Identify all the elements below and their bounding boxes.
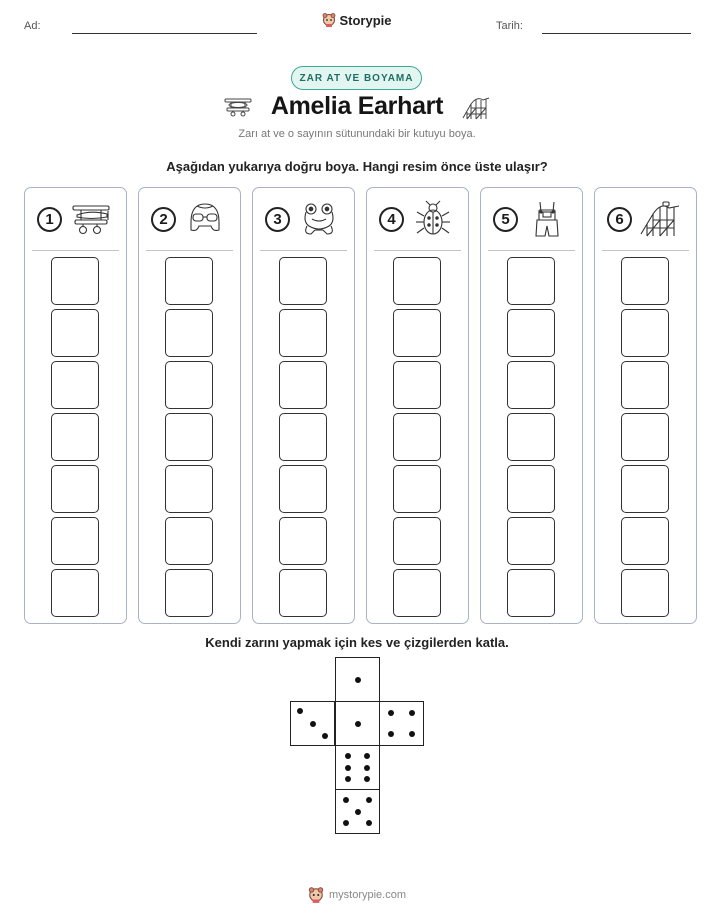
dice-pip bbox=[343, 820, 349, 826]
dice-pip bbox=[345, 776, 351, 782]
color-box[interactable] bbox=[279, 465, 327, 513]
date-label: Tarih: bbox=[496, 20, 523, 32]
color-box[interactable] bbox=[621, 361, 669, 409]
dice-pip bbox=[364, 776, 370, 782]
color-box[interactable] bbox=[165, 413, 213, 461]
box-stack bbox=[165, 257, 213, 617]
color-box[interactable] bbox=[279, 517, 327, 565]
brand-logo bbox=[0, 12, 714, 28]
aviator-helmet-icon bbox=[183, 200, 227, 238]
column-6 bbox=[594, 187, 697, 624]
color-box[interactable] bbox=[165, 257, 213, 305]
column-divider bbox=[32, 250, 119, 251]
dice-face bbox=[379, 701, 424, 746]
color-box[interactable] bbox=[507, 257, 555, 305]
color-box[interactable] bbox=[507, 517, 555, 565]
color-box[interactable] bbox=[621, 257, 669, 305]
dice-pip bbox=[366, 820, 372, 826]
column-number: 6 bbox=[607, 207, 632, 232]
color-box[interactable] bbox=[621, 569, 669, 617]
color-box[interactable] bbox=[393, 569, 441, 617]
brand-name: Storypie bbox=[339, 12, 392, 28]
color-box[interactable] bbox=[51, 413, 99, 461]
dice-pip bbox=[345, 765, 351, 771]
dice-pip bbox=[409, 731, 415, 737]
box-stack bbox=[393, 257, 441, 617]
color-box[interactable] bbox=[51, 465, 99, 513]
column-divider bbox=[488, 250, 575, 251]
color-box[interactable] bbox=[279, 413, 327, 461]
color-box[interactable] bbox=[507, 465, 555, 513]
dice-pip bbox=[409, 710, 415, 716]
color-box[interactable] bbox=[51, 361, 99, 409]
overalls-icon bbox=[525, 200, 569, 238]
frog-icon bbox=[297, 200, 341, 238]
color-box[interactable] bbox=[621, 465, 669, 513]
dice-pip bbox=[345, 753, 351, 759]
box-stack bbox=[507, 257, 555, 617]
dice-instruction: Kendi zarını yapmak için kes ve çizgilerden katla. bbox=[205, 635, 509, 650]
color-box[interactable] bbox=[165, 569, 213, 617]
storypie-mascot-icon bbox=[308, 886, 324, 904]
roller-coaster-icon bbox=[639, 200, 683, 238]
date-write-line bbox=[542, 33, 691, 34]
page-subtitle: Zarı at ve o sayının sütunundaki bir kutuyu boya. bbox=[238, 128, 476, 140]
dice-face bbox=[335, 745, 380, 790]
color-box[interactable] bbox=[279, 361, 327, 409]
column-2 bbox=[138, 187, 241, 624]
color-box[interactable] bbox=[51, 569, 99, 617]
columns-grid bbox=[24, 187, 697, 624]
dice-face bbox=[335, 657, 380, 702]
column-divider bbox=[602, 250, 689, 251]
color-box[interactable] bbox=[165, 309, 213, 357]
storypie-mascot-icon bbox=[322, 12, 336, 28]
column-number: 1 bbox=[37, 207, 62, 232]
dice-face bbox=[335, 789, 380, 834]
dice-pip bbox=[388, 710, 394, 716]
dice-pip bbox=[310, 721, 316, 727]
color-box[interactable] bbox=[507, 569, 555, 617]
column-5 bbox=[480, 187, 583, 624]
color-box[interactable] bbox=[507, 413, 555, 461]
dice-pip bbox=[343, 797, 349, 803]
box-stack bbox=[621, 257, 669, 617]
dice-pip bbox=[366, 797, 372, 803]
column-divider bbox=[374, 250, 461, 251]
column-number: 5 bbox=[493, 207, 518, 232]
column-divider bbox=[146, 250, 233, 251]
biplane-icon bbox=[69, 200, 113, 238]
box-stack bbox=[51, 257, 99, 617]
color-box[interactable] bbox=[393, 257, 441, 305]
color-box[interactable] bbox=[393, 413, 441, 461]
dice-pip bbox=[322, 733, 328, 739]
color-box[interactable] bbox=[279, 257, 327, 305]
coloring-instruction: Aşağıdan yukarıya doğru boya. Hangi resim önce üste ulaşır? bbox=[166, 159, 548, 174]
column-number: 4 bbox=[379, 207, 404, 232]
color-box[interactable] bbox=[51, 309, 99, 357]
page-title: Amelia Earhart bbox=[270, 92, 444, 120]
color-box[interactable] bbox=[621, 309, 669, 357]
column-4 bbox=[366, 187, 469, 624]
column-number: 3 bbox=[265, 207, 290, 232]
dice-pip bbox=[355, 809, 361, 815]
color-box[interactable] bbox=[621, 517, 669, 565]
color-box[interactable] bbox=[165, 465, 213, 513]
dice-pip bbox=[355, 677, 361, 683]
name-write-line bbox=[72, 33, 257, 34]
dice-face bbox=[290, 701, 335, 746]
dice-pip bbox=[355, 721, 361, 727]
name-label: Ad: bbox=[24, 20, 41, 32]
dice-face bbox=[335, 701, 380, 746]
dice-pip bbox=[388, 731, 394, 737]
color-box[interactable] bbox=[507, 309, 555, 357]
color-box[interactable] bbox=[393, 517, 441, 565]
roller-coaster-icon bbox=[461, 94, 491, 120]
color-box[interactable] bbox=[165, 517, 213, 565]
color-box[interactable] bbox=[51, 517, 99, 565]
color-box[interactable] bbox=[393, 465, 441, 513]
color-box[interactable] bbox=[51, 257, 99, 305]
activity-badge: ZAR AT VE BOYAMA bbox=[291, 66, 422, 90]
column-divider bbox=[260, 250, 347, 251]
column-number: 2 bbox=[151, 207, 176, 232]
color-box[interactable] bbox=[507, 361, 555, 409]
color-box[interactable] bbox=[393, 309, 441, 357]
column-1 bbox=[24, 187, 127, 624]
footer bbox=[0, 886, 714, 904]
dice-pip bbox=[364, 753, 370, 759]
color-box[interactable] bbox=[621, 413, 669, 461]
beetle-icon bbox=[411, 200, 455, 238]
color-box[interactable] bbox=[165, 361, 213, 409]
color-box[interactable] bbox=[279, 309, 327, 357]
footer-url[interactable]: mystorypie.com bbox=[328, 889, 407, 901]
dice-pip bbox=[364, 765, 370, 771]
color-box[interactable] bbox=[393, 361, 441, 409]
column-3 bbox=[252, 187, 355, 624]
color-box[interactable] bbox=[279, 569, 327, 617]
box-stack bbox=[279, 257, 327, 617]
dice-pip bbox=[297, 708, 303, 714]
biplane-icon bbox=[223, 96, 253, 118]
title-row bbox=[0, 92, 714, 121]
